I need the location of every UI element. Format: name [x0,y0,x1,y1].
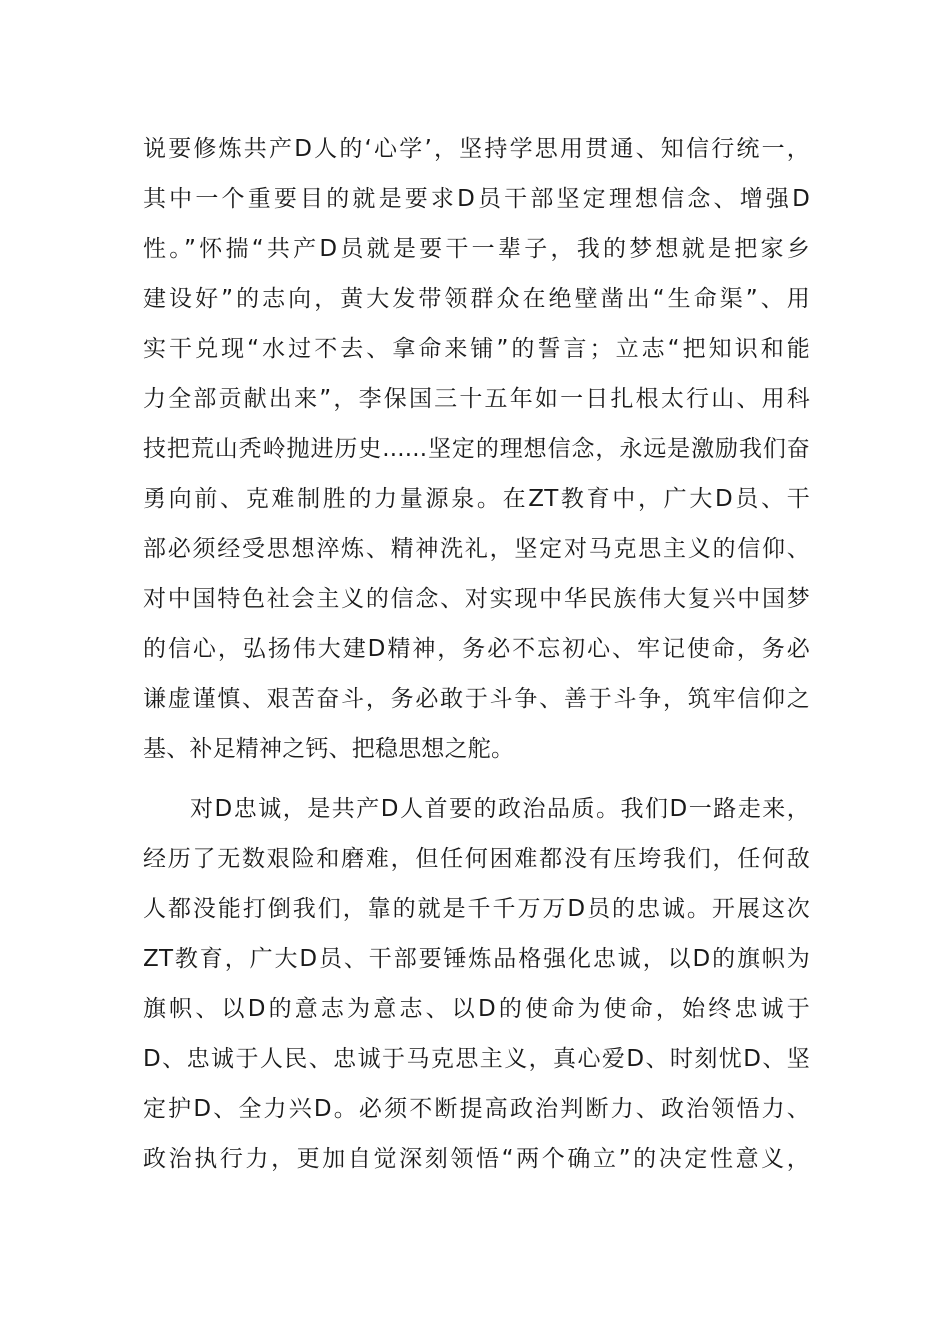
paragraph-1 [143,124,810,774]
text-line: 建设好”的志向，黄大发带领群众在绝壁凿出“生命渠”、用 [143,286,810,312]
text-line: 力全部贡献出来”，李保国三十五年如一日扎根太行山、用科 [143,386,810,412]
text-line: 实干兑现“水过不去、拿命来铺”的誓言；立志“把知识和能 [143,336,810,362]
text-line: 的信心，弘扬伟大建D精神，务必不忘初心、牢记使命，务必 [143,636,810,662]
text-line: 定护D、全力兴D。必须不断提高政治判断力、政治领悟力、 [143,1096,810,1122]
text-line: 对D忠诚，是共产D人首要的政治品质。我们D一路走来， [190,796,810,822]
text-line: 说要修炼共产D人的‘心学’，坚持学思用贯通、知信行统一， [143,136,810,162]
paragraph-2 [143,784,810,1184]
text-line: ZT教育，广大D员、干部要锤炼品格强化忠诚，以D的旗帜为 [143,946,810,972]
text-line: 旗帜、以D的意志为意志、以D的使命为使命，始终忠诚于 [143,996,810,1022]
text-line: 勇向前、克难制胜的力量源泉。在ZT教育中，广大D员、干 [143,486,810,512]
text-line: 部必须经受思想淬炼、精神洗礼，坚定对马克思主义的信仰、 [143,536,810,562]
text-line: 经历了无数艰险和磨难，但任何困难都没有压垮我们，任何敌 [143,846,810,872]
text-line: 性。”怀揣“共产D员就是要干一辈子，我的梦想就是把家乡 [143,236,810,262]
text-line: 谦虚谨慎、艰苦奋斗，务必敢于斗争、善于斗争，筑牢信仰之 [143,686,810,712]
text-line: 其中一个重要目的就是要求D员干部坚定理想信念、增强D [143,186,810,212]
text-line: 政治执行力，更加自觉深刻领悟“两个确立”的决定性意义， [143,1146,810,1172]
text-line: 技把荒山秃岭抛进历史......坚定的理想信念，永远是激励我们奋 [143,436,810,462]
text-line: 对中国特色社会主义的信念、对实现中华民族伟大复兴中国梦 [143,586,810,612]
text-line: 基、补足精神之钙、把稳思想之舵。 [143,736,515,762]
text-line: 人都没能打倒我们，靠的就是千千万万D员的忠诚。开展这次 [143,896,810,922]
text-line: D、忠诚于人民、忠诚于马克思主义，真心爱D、时刻忧D、坚 [143,1046,810,1072]
